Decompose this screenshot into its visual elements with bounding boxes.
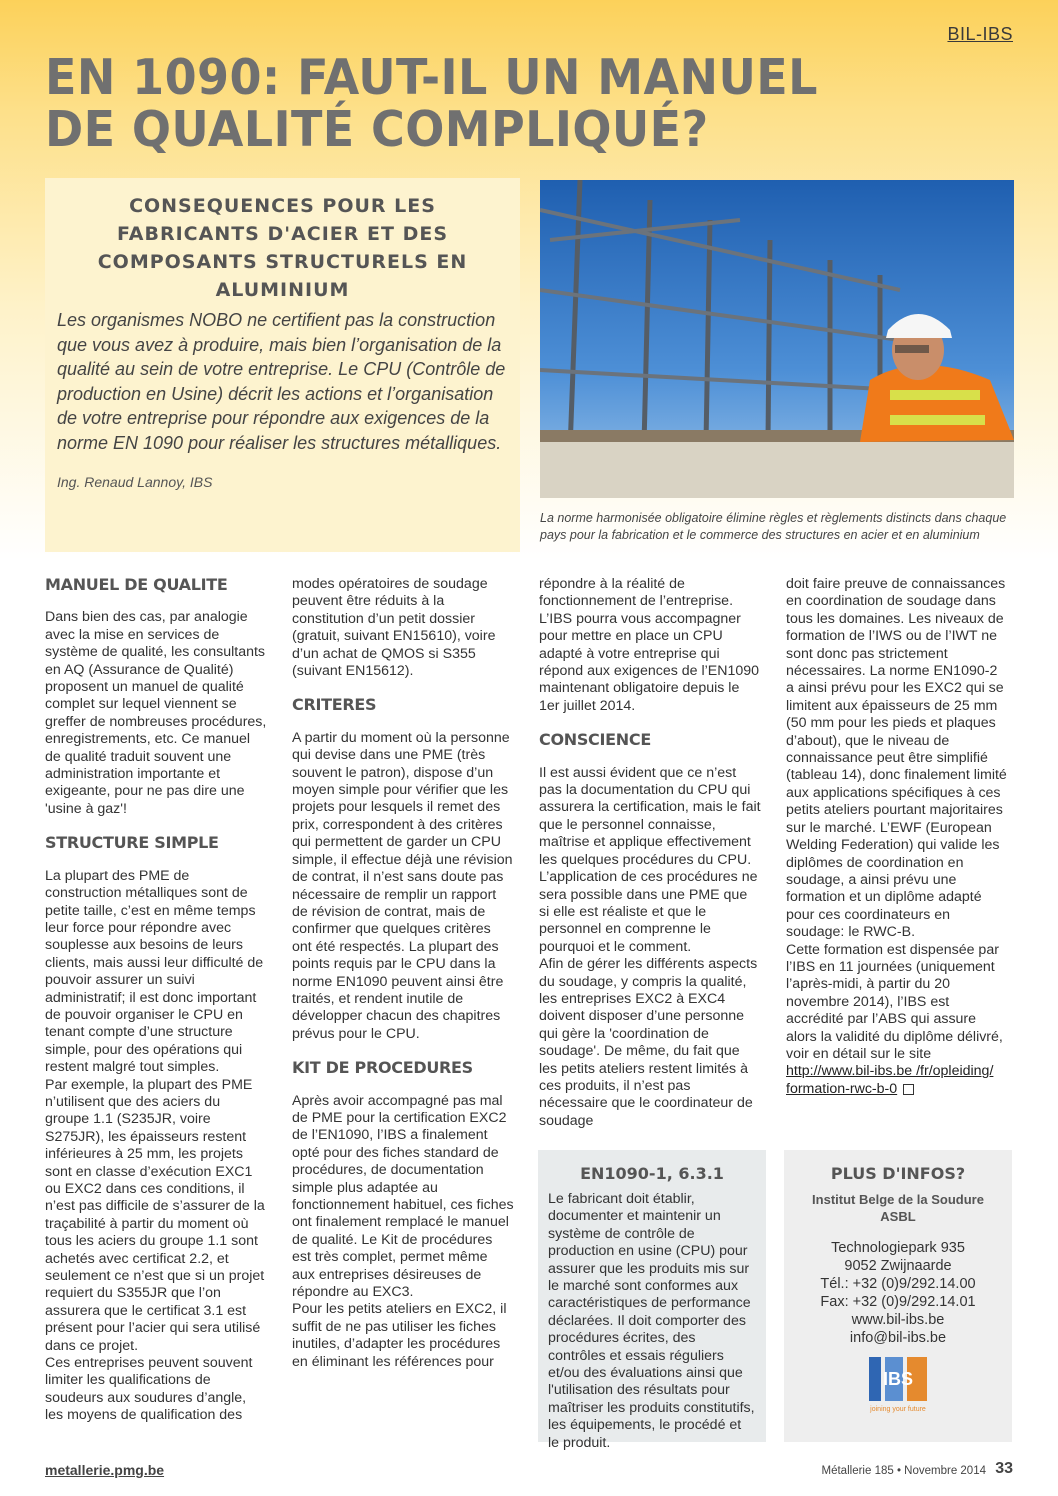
intro-box [45, 178, 520, 552]
info-box-heading: PLUS D'INFOS? [830, 1164, 966, 1183]
address-city: 9052 Zwijnaarde [844, 1258, 952, 1274]
worker-photo-illustration [540, 180, 1014, 498]
norm-box [538, 1150, 766, 1451]
address-street: Technologiepark 935 [831, 1240, 965, 1256]
formation-link-line [786, 1063, 1008, 1098]
worker-photo [540, 180, 1014, 498]
section-tag[interactable]: BIL-IBS [947, 24, 1013, 44]
title-line-1: EN 1090: FAUT-IL UN MANUEL [45, 49, 818, 106]
paragraph: Dans bien des cas, par analogie avec la mise en services de système de qualité, les consultants en AQ (Assurance de Qualité) proposent un manuel de qualité complet sur lequel viennent se greffer de nombreuses procédures, enregistrements, etc. Ce manuel de qualité traduit souvent une administration importante et exigeante, pour ne pas dire une 'usine à gaz'! [45, 609, 267, 817]
heading-structure-simple: STRUCTURE SIMPLE [45, 833, 219, 853]
intro-text: Les organismes NOBO ne certifient pas la construction que vous avez à produire, mais bien l’organisation de la qualité au sein de votre entreprise. Le CPU (Contrôle de production en Usine) décrit les actions et l’organisation de votre entreprise pour répondre aux exigences de la norme EN 1090 pour réaliser les structures métalliques. [57, 310, 506, 453]
logo-text: IBS [882, 1369, 914, 1389]
paragraph: Il est aussi évident que ce n’est pas la documentation du CPU qui assurera la certification, mais le fait que le personnel connaisse, maîtrise et applique effectivement les quelques procédures du CPU. L’application de ces procédures ne sera possible dans une PME que si elle est réaliste et que le personnel en comprenne le pourquoi et le comment. [539, 764, 761, 955]
norm-box-heading: EN1090-1, 6.3.1 [580, 1164, 724, 1183]
column-3 [539, 576, 761, 1130]
heading-kit-procedures: KIT DE PROCEDURES [292, 1058, 473, 1078]
page-number: 33 [995, 1460, 1013, 1477]
paragraph: Cette formation est dispensée par l’IBS en 11 journées (uniquement l’après-midi, à partir du 20 novembre 2014), l’IBS est accrédité par l’ABS qui assure alors la validité du diplôme délivré, voir en détail sur le site [786, 941, 1003, 1062]
heading-manuel-qualite: MANUEL DE QUALITE [45, 575, 228, 594]
end-mark-icon [903, 1084, 914, 1095]
norm-box-text: Le fabricant doit établir, documenter et maintenir un système de contrôle de production en usine (CPU) pour assurer que les produits mis sur le marché sont conformes aux caractéristiques de performance déclarées. Il doit comporter des procédures écrites, des contrôles et essais réguliers et/ou des évaluations ainsi que l'utilisation des résultats pour maîtriser les produits constitutifs, les équipements, le procédé et le produit. [548, 1191, 755, 1451]
ibs-logo-icon [863, 1355, 933, 1415]
phone: Tél.: +32 (0)9/292.14.00 [820, 1276, 976, 1292]
paragraph: Ces entreprises peuvent souvent limiter les qualifications de soudeurs aux soudures d’angle, les moyens de qualification des [45, 1355, 253, 1424]
website[interactable]: www.bil-ibs.be [851, 1312, 945, 1328]
paragraph: Par exemple, la plupart des PME n’utilisent que des aciers du groupe 1.1 (S235JR, voire S275JR), les épaisseurs restent inférieures à 25 mm, les projets sont en classe d’exécution EXC1 ou EXC2 dans ces conditions, il n’est pas difficile de s’assurer de la traçabilité à partir du moment où tous les aciers du groupe 1.1 sont achetés avec certificat 2.2, et seulement ce n’est que si un projet requiert du S355JR que l’on assurera que le certificat 3.1 est présent pour l’acier qui sera utilisé dans ce projet. [45, 1076, 265, 1354]
intro-author: Ing. Renaud Lannoy, IBS [57, 473, 213, 490]
org-name-suffix: ASBL [880, 1209, 916, 1224]
org-name: Institut Belge de la Soudure [812, 1192, 984, 1207]
paragraph: La plupart des PME de construction métalliques sont de petite taille, c’est en même temps leur force pour répondre avec souplesse aux besoins de leurs clients, mais aussi leur difficulté de pouvoir assurer un suivi administratif; il est donc important de pouvoir organiser le CPU en tenant compte d’une structure simple, pour des opérations qui restent malgré tout simples. [45, 867, 264, 1076]
photo-caption: La norme harmonisée obligatoire élimine règles et règlements distincts dans chaque pays pour la fabrication et le commerce des structures en acier et en aluminium [540, 511, 1007, 542]
article-title [45, 49, 818, 158]
contact-details [784, 1239, 1012, 1347]
fax: Fax: +32 (0)9/292.14.01 [820, 1294, 976, 1310]
column-4 [786, 576, 1008, 1098]
title-line-2: DE QUALITÉ COMPLIQUÉ? [45, 101, 709, 158]
intro-heading: CONSEQUENCES POUR LES FABRICANTS D'ACIER ET DES COMPOSANTS STRUCTURELS EN ALUMINIUM [97, 195, 468, 301]
paragraph: doit faire preuve de connaissances en coordination de soudage dans tous les domaines. Les niveaux de formation de l’IWS ou de l’IWT ne sont donc pas strictement nécessaires. La norme EN1090-2 a ainsi prévu pour les EXC2 qui se limitent aux épaisseurs de 25 mm (50 mm pour les pieds et plaques d’about), que le niveau de connaissance peut être simplifié (tableau 14), donc finalement limité aux applications spécifiques à ces petits ateliers pourtant majoritaires sur le marché. L’EWF (European Welding Federation) qui valide les diplômes de coordination en soudage, a ainsi prévu une formation et un diplôme adapté pour ces coordinateurs en soudage: le RWC-B. [786, 576, 1007, 941]
column-2 [292, 576, 514, 1371]
paragraph: répondre à la réalité de fonctionnement de l’entreprise. L’IBS pourra vous accompagner pour mettre en place un CPU adapté à votre entreprise qui répond aux exigences de l’EN1090 maintenant obligatoire depuis le 1er juillet 2014. [539, 576, 760, 714]
logo-tagline: joining your future [870, 1406, 926, 1413]
footer-site-link[interactable]: metallerie.pmg.be [45, 1462, 165, 1478]
paragraph: A partir du moment où la personne qui devise dans une PME (très souvent le patron), dispose d’un moyen simple pour vérifier que les projets pour lesquels il remet des prix, correspondent à des critères qui permettent de garder un CPU simple, il effectue déjà une révision de contrat, il n’est sans doute pas nécessaire de remplir un rapport de révision de contrat, mais de confirmer que quelques critères ont été respectés. La plupart des points requis par le CPU dans la norme EN1090 peuvent ainsi être traités, et rendent inutile de développer chacun des chapitres prévus pour le CPU. [292, 729, 513, 1042]
email[interactable]: info@bil-ibs.be [849, 1330, 947, 1346]
paragraph: Afin de gérer les différents aspects du soudage, y compris la qualité, les entreprises EXC2 à EXC4 doivent disposer d’une personne qui gère la 'coordination de soudage'. De même, du fait que les petits ateliers restent limités à ces produits, il n’est pas nécessaire que le coordinateur de soudage [539, 956, 758, 1129]
paragraph: modes opératoires de soudage peuvent être réduits à la constitution d’un petit dossier (gratuit, suivant EN15610), voire d’un achat de QMOS si S355 (suivant EN15612). [292, 576, 496, 680]
paragraph: Pour les petits ateliers en EXC2, il suffit de ne pas utiliser les fiches inutiles, d’adapter les procédures en éliminant les références pour [292, 1301, 507, 1370]
paragraph: Après avoir accompagné pas mal de PME pour la certification EXC2 de l’EN1090, l’IBS a finalement opté pour des fiches standard de procédures, de documentation simple plus adaptée au fonctionnement habituel, ces fiches ont finalement remplacé le manuel de qualité. Le Kit de procédures est très complet, permet même aux entreprises désireuses de répondre au EXC3. [292, 1092, 514, 1301]
heading-conscience: CONSCIENCE [539, 730, 651, 750]
formation-link[interactable]: http://www.bil-ibs.be /fr/opleiding/ formation-rwc-b-0 [786, 1063, 994, 1097]
footer-issue: Métallerie 185 • Novembre 2014 [821, 1465, 986, 1477]
heading-criteres: CRITERES [292, 695, 377, 715]
info-box [784, 1150, 1012, 1442]
column-1 [45, 576, 267, 1425]
